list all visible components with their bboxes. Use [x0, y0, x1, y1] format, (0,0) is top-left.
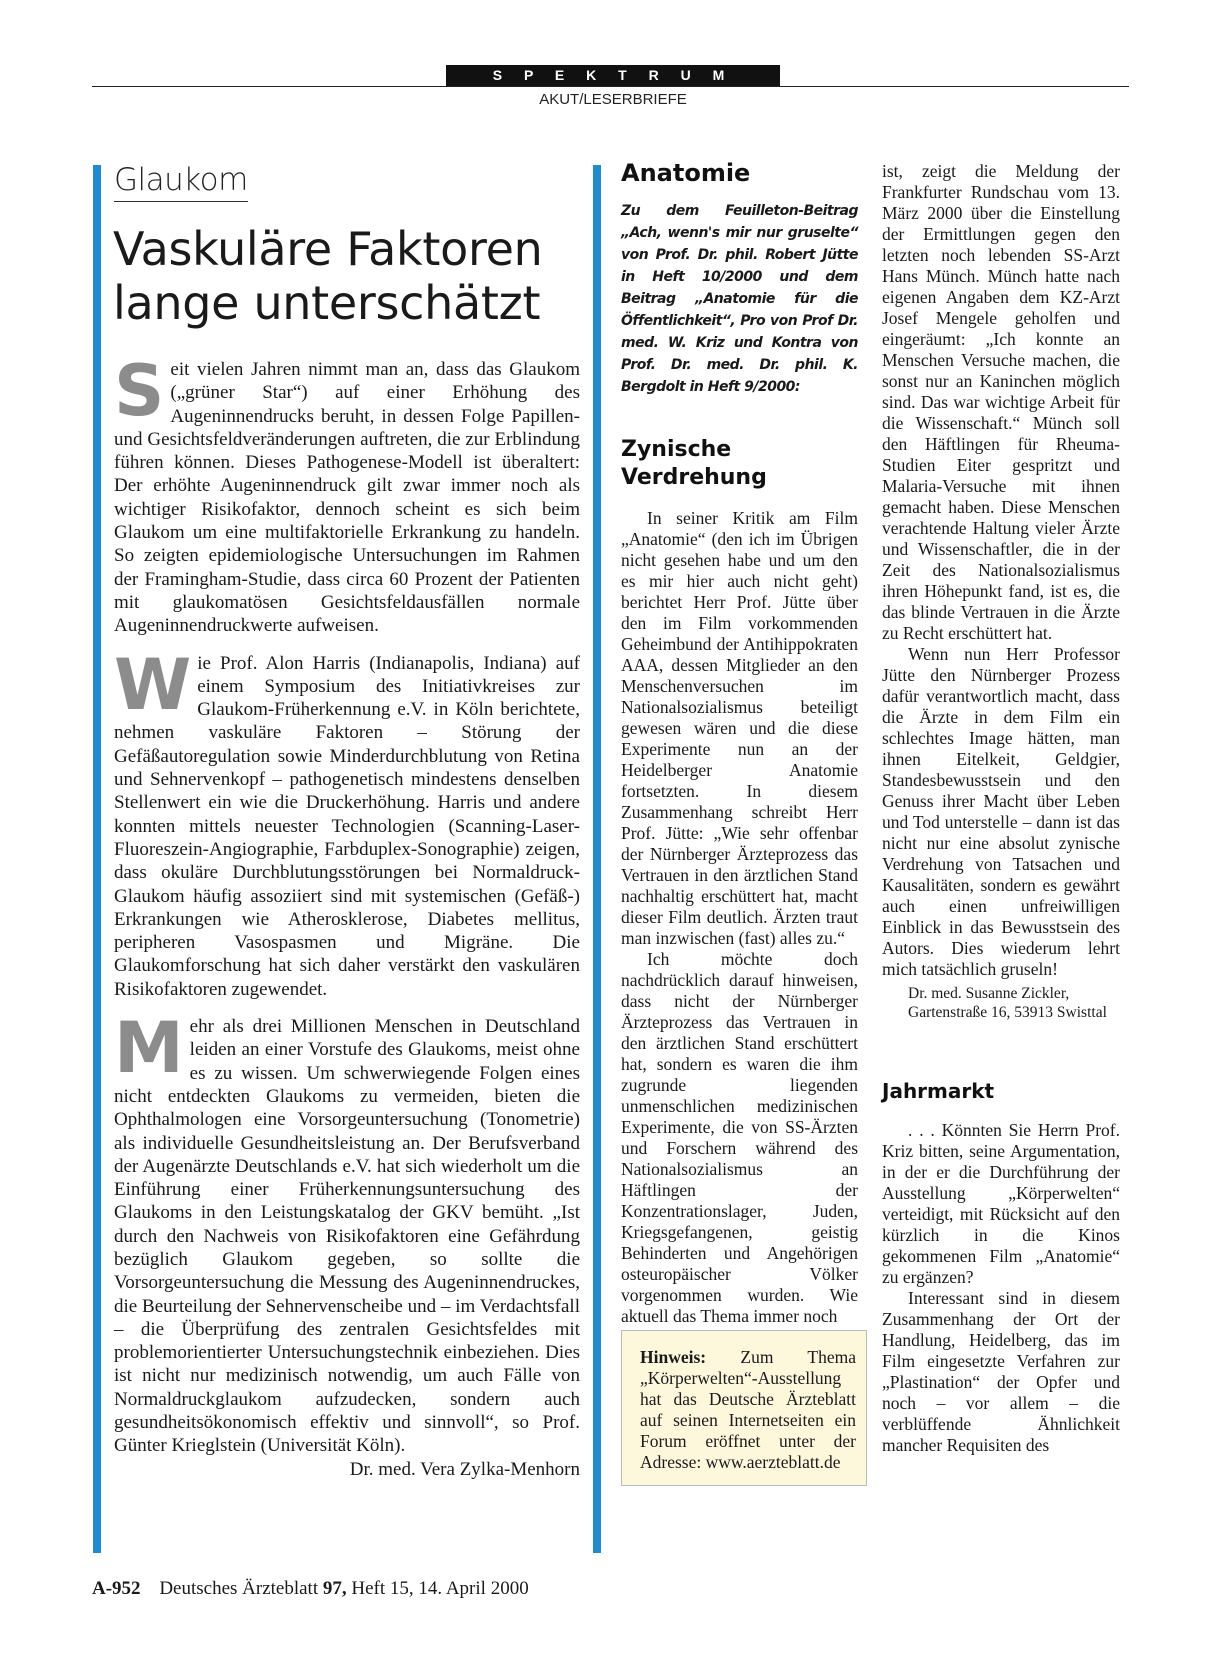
notice-box: [621, 1330, 867, 1486]
signature-address: Gartenstraße 16, 53913 Swisttal: [908, 1004, 1107, 1021]
page-number: A-952: [92, 1578, 141, 1599]
jahrmarkt-paragraph-1: . . . Könnten Sie Herrn Prof. Kriz bitten, seine Argumentation, in der er die Durchführung der Ausstellung „Körperwelten“ verteidigt, mit Rücksicht auf den kürzlich in die Kinos gekommenen Film „Anatomie“ zu ergänzen?: [882, 1120, 1120, 1287]
dropcap-s: S: [114, 350, 165, 432]
letter-paragraph-3: ist, zeigt die Meldung der Frankfurter Rundschau vom 13. März 2000 über die Einstellung der Ermittlungen gegen den letzten noch lebenden SS-Arzt Hans Münch. Münch hatte nach eigenen Angaben dem KZ-Arzt Josef Mengele geholfen und eingeräumt: „Ich konnte an Menschen Versuche machen, die sonst nur an Kaninchen möglich sind. Das war wichtige Arbeit für die Wissenschaft.“ Münch soll den Häftlingen für Rheuma-Studien Eiter gespritzt und Malaria-Versuche mit ihnen gemacht haben. Diese Menschen verachtende Haltung vieler Ärzte und Wissenschaftler, die in der Zeit des Nationalsozialismus ihren Höhepunkt fand, ist es, die das blinde Vertrauen in die Ärzte zu Recht erschüttert hat.: [882, 161, 1120, 643]
section-banner: S P E K T R U M: [446, 65, 780, 86]
signature-name: Dr. med. Susanne Zickler,: [908, 985, 1070, 1002]
article-paragraph-2: [114, 643, 580, 1001]
left-accent-bar: [93, 165, 101, 1553]
letter-signature: [908, 984, 1120, 1022]
letter-body-jahrmarkt: [882, 1120, 1120, 1456]
letter-paragraph-1: In seiner Kritik am Film „Anatomie“ (den ich im Übrigen nicht gesehen habe und um den es mir hier auch nicht geht) berichtet Herr Prof. Jütte über den im Film vorkommenden Geheimbund der Antihippokraten AAA, dessen Mitglieder an den Menschenversuchen im Nationalsozialismus beteiligt gewesen wären und die diese Experimente nun an der Heidelberger Anatomie fortsetzten. In diesem Zusammenhang schreibt Herr Prof. Jütte: „Wie sehr offenbar der Nürnberger Ärzteprozess das Vertrauen in den ärztlichen Stand nachhaltig erschüttert hat, macht dieser Film deutlich. Ärzten traut man inzwischen (fast) alles zu.“: [621, 508, 858, 948]
header-rule: [92, 86, 1129, 87]
paragraph-3-text: ehr als drei Millionen Menschen in Deutschland leiden an einer Vorstufe des Glaukoms, meist ohne es zu wissen. Um schwerwiegende Folgen eines nicht entdeckten Glaukoms zu vermeiden, bieten die Ophthalmologen eine Vorsorgeuntersuchung (Tonometrie) als individuelle Gesundheitsleistung an. Der Berufsverband der Augenärzte Deutschlands e.V. hat sich wiederholt um die Einführung einer Früherkennungsuntersuchung des Glaukoms in den Leistungskatalog der GKV bemüht. „Ist durch den Nachweis von Risikofaktoren eine Gefährdung bezüglich Glaukom gegeben, so sollte die Vorsorgeuntersuchung die Messung des Augeninnendruckes, die Beurteilung der Sehnervenscheibe und – im Verdachtsfall – die Überprüfung des zentralen Gesichtsfeldes mit problemorientierter Untersuchungstechnik einbeziehen. Dies ist nicht nur medizinisch notwendig, um auch Fälle von Normaldruckglaukom aufzudecken, sondern auch gesundheitsökonomisch effektiv und sinnvoll“, so Prof. Günter Krieglstein (Universität Köln).: [114, 1016, 580, 1457]
dropcap-w: W: [114, 643, 192, 726]
notice-label: Hinweis:: [640, 1347, 707, 1367]
journal-volume: 97,: [322, 1578, 347, 1599]
journal-issue: Heft 15, 14. April 2000: [351, 1578, 529, 1599]
letter-paragraph-2: Ich möchte doch nachdrücklich darauf hinweisen, dass nicht der Nürnberger Ärzteprozess das Vertrauen in den ärztlichen Stand erschüttert hat, sondern es waren die ihm zugrunde liegenden unmenschlichen medizinischen Experimente, die von SS-Ärzten und Forschern während des Nationalsozialismus an Häftlingen der Konzentrationslager, Juden, Kriegsgefangenen, geistig Behinderten und Angehörigen osteuropäischer Völker vorgenommen wurden. Wie aktuell das Thema immer noch: [621, 949, 858, 1326]
letter-paragraph-4: Wenn nun Herr Professor Jütte den Nürnberger Prozess dafür verantwortlich macht, dass die Ärzte in dem Film ein schlechtes Image hätten, man ihnen Eitelkeit, Geldgier, Standesbewusstsein und den Genuss ihrer Macht über Leben und Tod unterstelle – dann ist das nicht nur eine absolut zynische Verdrehung von Tatsachen und Kausalitäten, sondern es gewährt auch einen unfreiwilligen Einblick in das Bewusstsein des Autors. Dies wiederum lehrt mich tatsächlich gruseln!: [882, 644, 1120, 979]
notice-text: Zum Thema „Körperwelten“-Ausstellung hat das Deutsche Ärzteblatt auf seinen Internetseiten ein Forum eröffnet unter der Adresse: www.aerzteblatt.de: [640, 1347, 857, 1472]
letter-heading-jahrmarkt: Jahrmarkt: [882, 1079, 995, 1103]
letter-continuation: [882, 161, 1120, 980]
letter-body: [621, 508, 858, 1327]
page-footer: [92, 1578, 529, 1600]
section-subtitle: AKUT/LESERBRIEFE: [539, 91, 687, 108]
journal-name: Deutsches Ärzteblatt: [159, 1578, 319, 1599]
letters-column-right: [882, 161, 1120, 1456]
letters-topic-intro: Zu dem Feuilleton-Beitrag „Ach, wenn's mir nur gruselte“ von Prof. Dr. phil. Robert Jütte in Heft 10/2000 und dem Beitrag „Anatomie für die Öffentlichkeit“, Pro von Prof Dr. med. W. Kriz und Kontra von Prof. Dr. med. Dr. phil. K. Bergdolt in Heft 9/2000:: [621, 203, 858, 395]
paragraph-1-text: eit vielen Jahren nimmt man an, dass das Glaukom („grüner Star“) auf einer Erhöhung des Augeninnendrucks beruht, in dessen Folge Papillen- und Gesichtsfeldveränderungen auftreten, die zur Erblindung führen können. Dieses Pathogenese-Modell ist überaltert: Der erhöhte Augeninnendruck gilt zwar immer noch als wichtiger Risikofaktor, dennoch scheint es sich beim Glaukom um eine multifaktorielle Erkrankung zu handeln. So zeigten epidemiologische Untersuchungen im Rahmen der Framingham-Studie, dass circa 60 Prozent der Patienten mit glaukomatösen Gesichtsfeldausfällen normale Augeninnendruckwerte aufweisen.: [114, 359, 580, 637]
letters-column-middle: [621, 158, 858, 1327]
article-paragraph-3: [114, 1007, 580, 1481]
paragraph-2-text: ie Prof. Alon Harris (Indianapolis, Indiana) auf einem Symposium des Initiativkreises zur Glaukom-Früherkennung e.V. in Köln berichtete, nehmen vaskuläre Faktoren – Störung der Gefäßautoregulation sowie Minderdurchblutung von Retina und Sehnervenkopf – pathogenetisch mindestens denselben Stellenwert ein wie die Druckerhöhung. Harris und andere konnten mittels neuester Technologien (Scanning-Laser-Fluoreszein-Angiographie, Farbduplex-Sonographie) zeigen, dass okuläre Durchblutungsstörungen bei Normaldruck-Glaukom häufig assoziiert sind mit systemischen (Gefäß-) Erkrankungen wie Atherosklerose, Diabetes mellitus, peripheren Vasospasmen und Migräne. Die Glaukomforschung hat sich daher verstärkt den vaskulären Risikofaktoren zugewendet.: [114, 652, 580, 1000]
article-headline: Vaskuläre Faktoren lange unterschätzt: [113, 222, 543, 330]
middle-accent-bar: [593, 165, 601, 1553]
letter-heading: Zynische Verdrehung: [621, 437, 767, 490]
article-kicker: Glaukom: [114, 163, 248, 202]
dropcap-m: M: [114, 1007, 184, 1090]
article-body: [114, 350, 580, 1495]
letters-topic-heading: Anatomie: [621, 159, 751, 187]
jahrmarkt-paragraph-2: Interessant sind in diesem Zusammenhang der Ort der Handlung, Heidelberg, das im Film eingesetzte Verfahren zur „Plastination“ der Opfer und noch – vor allem – die verblüffende Ähnlichkeit mancher Requisiten des: [882, 1288, 1120, 1455]
article-paragraph-1: [114, 350, 580, 638]
article-byline: Dr. med. Vera Zylka-Menhorn: [349, 1458, 580, 1480]
